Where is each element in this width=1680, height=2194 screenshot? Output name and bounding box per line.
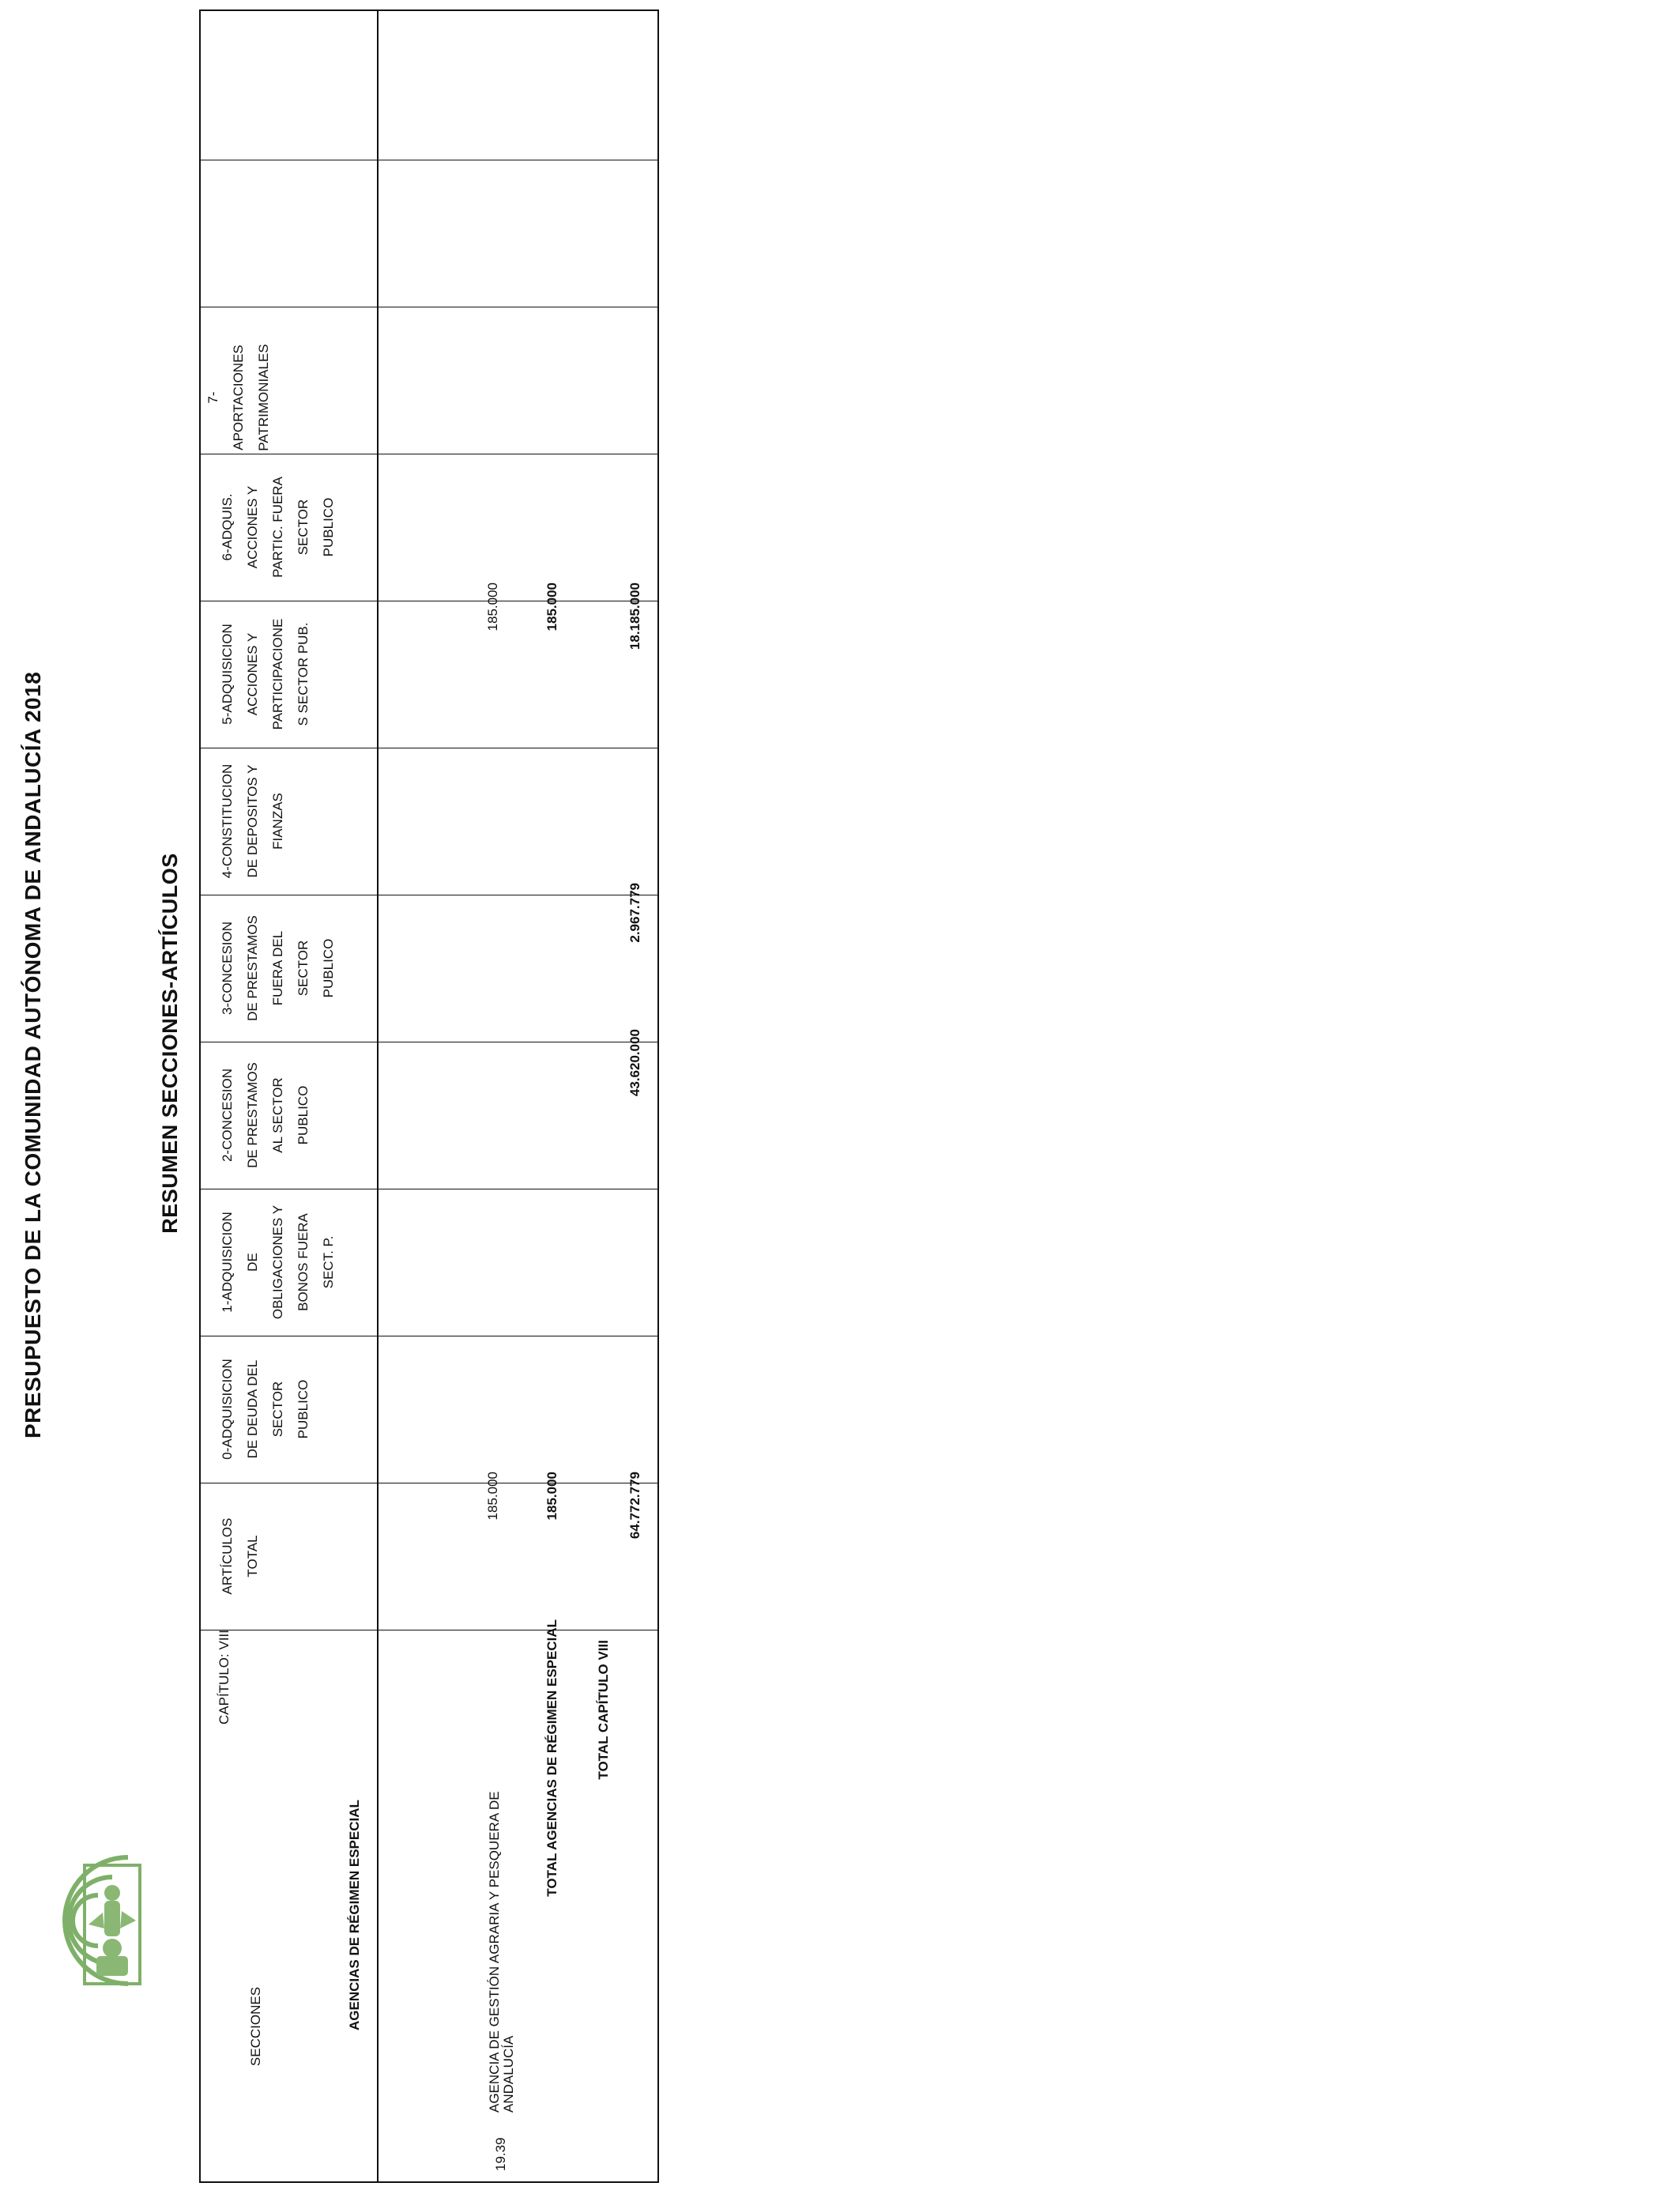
grand-total-col3-value: 2.967.779 (627, 883, 642, 943)
column-header-2: 2-CONCESION DE PRESTAMOS AL SECTOR PUBLICO (220, 1062, 311, 1168)
column-header-7: 7- APORTACIONES PATRIMONIALES (205, 344, 271, 451)
document-subtitle: RESUMEN SECCIONES-ARTÍCULOS (158, 853, 182, 1234)
capitulo-label: CAPÍTULO: VIII (217, 1630, 232, 1725)
column-header-0: 0-ADQUISICION DE DEUDA DEL SECTOR PUBLICO (220, 1359, 311, 1460)
document-title: PRESUPUESTO DE LA COMUNIDAD AUTÓNOMA DE ANDALUCÍA 2018 (21, 671, 45, 1438)
row-name-line1: AGENCIA DE GESTIÓN AGRARIA Y PESQUERA DE (487, 1791, 502, 2113)
secciones-label: SECCIONES (248, 1986, 263, 2067)
group-heading: AGENCIAS DE RÉGIMEN ESPECIAL (347, 1800, 362, 2030)
column-header-total: ARTÍCULOS TOTAL (220, 1517, 260, 1595)
row-total-value: 185.000 (485, 1472, 500, 1521)
subtotal-label: TOTAL AGENCIAS DE RÉGIMEN ESPECIAL (544, 1619, 559, 1897)
column-header-1: 1-ADQUISICION DE OBLIGACIONES Y BONOS FUERA SECT. P. (220, 1204, 336, 1320)
row-code: 19.39 (493, 2137, 508, 2171)
subtotal-total-value: 185.000 (544, 1472, 559, 1521)
column-header-6: 6-ADQUIS. ACCIONES Y PARTIC. FUERA SECTOR PUBLICO (220, 477, 336, 578)
grand-total-col2-value: 43.620.000 (627, 1029, 642, 1097)
junta-de-andalucia-logo-icon (9, 1849, 144, 2000)
grand-total-label: TOTAL CAPÍTULO VIII (596, 1640, 611, 1780)
grand-total-col5-value: 18.185.000 (627, 582, 642, 650)
column-header-4: 4-CONSTITUCION DE DEPOSITOS Y FIANZAS (220, 763, 285, 879)
row-col5-value: 185.000 (485, 582, 500, 631)
column-header-5: 5-ADQUISICION ACCIONES Y PARTICIPACIONE S SECTOR PUB. (220, 618, 311, 730)
column-header-3: 3-CONCESION DE PRESTAMOS FUERA DEL SECTOR PUBLICO (220, 915, 336, 1021)
subtotal-col5-value: 185.000 (544, 582, 559, 631)
header-divider (377, 11, 379, 2181)
row-name-line2: ANDALUCÍA (501, 2035, 516, 2113)
summary-table (199, 9, 659, 2183)
grand-total-value: 64.772.779 (627, 1472, 642, 1540)
